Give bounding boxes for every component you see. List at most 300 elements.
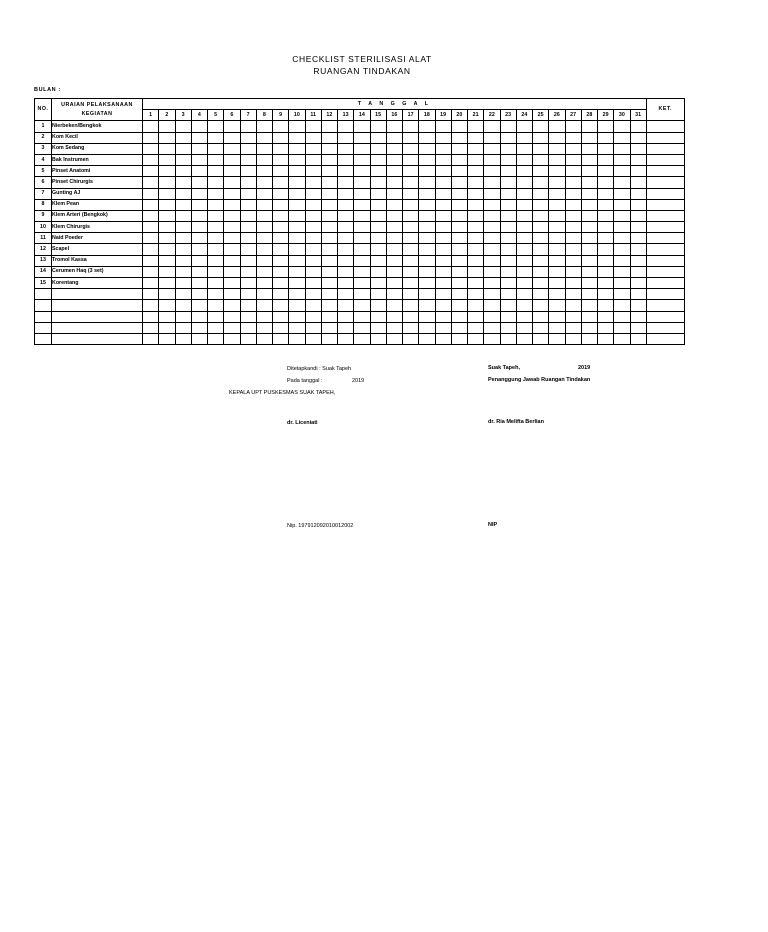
check-cell: [354, 300, 370, 311]
check-cell: [305, 143, 321, 154]
check-cell: [630, 121, 646, 132]
check-cell: [403, 154, 419, 165]
check-cell: [208, 233, 224, 244]
check-cell: [581, 177, 597, 188]
item-name: Klem Arteri (Bengkok): [52, 210, 143, 221]
check-cell: [630, 244, 646, 255]
check-cell: [598, 244, 614, 255]
check-cell: [533, 154, 549, 165]
check-cell: [598, 278, 614, 289]
check-cell: [386, 166, 402, 177]
check-cell: [321, 210, 337, 221]
check-cell: [614, 154, 630, 165]
check-cell: [338, 233, 354, 244]
check-cell: [435, 210, 451, 221]
table-row: [35, 199, 685, 210]
check-cell: [435, 322, 451, 333]
check-cell: [468, 143, 484, 154]
check-cell: [451, 188, 467, 199]
check-cell: [175, 222, 191, 233]
item-number: 11: [35, 233, 52, 244]
check-cell: [208, 222, 224, 233]
check-cell: [370, 322, 386, 333]
check-cell: [305, 300, 321, 311]
day-header: 18: [419, 110, 435, 121]
check-cell: [581, 333, 597, 344]
check-cell: [159, 222, 175, 233]
check-cell: [224, 278, 240, 289]
check-cell: [321, 255, 337, 266]
check-cell: [338, 333, 354, 344]
check-cell: [468, 266, 484, 277]
check-cell: [516, 233, 532, 244]
check-cell: [500, 188, 516, 199]
check-cell: [354, 289, 370, 300]
check-cell: [451, 255, 467, 266]
check-cell: [565, 166, 581, 177]
item-name: Klem Chirurgis: [52, 222, 143, 233]
check-cell: [630, 132, 646, 143]
check-cell: [354, 244, 370, 255]
document-title: CHECKLIST STERILISASI ALAT: [292, 54, 432, 64]
check-cell: [533, 210, 549, 221]
check-cell: [354, 199, 370, 210]
check-cell: [549, 255, 565, 266]
check-cell: [403, 210, 419, 221]
check-cell: [598, 177, 614, 188]
check-cell: [614, 244, 630, 255]
check-cell: [159, 154, 175, 165]
check-cell: [549, 278, 565, 289]
check-cell: [403, 199, 419, 210]
check-cell: [516, 300, 532, 311]
check-cell: [630, 222, 646, 233]
month-label: BULAN :: [34, 87, 61, 93]
check-cell: [451, 132, 467, 143]
check-cell: [305, 233, 321, 244]
check-cell: [370, 143, 386, 154]
check-cell: [581, 244, 597, 255]
check-cell: [533, 143, 549, 154]
check-cell: [289, 154, 305, 165]
check-cell: [533, 132, 549, 143]
check-cell: [565, 177, 581, 188]
check-cell: [370, 177, 386, 188]
check-cell: [240, 244, 256, 255]
responsible-nip: NIP: [488, 522, 498, 528]
check-cell: [598, 322, 614, 333]
check-cell: [256, 266, 272, 277]
check-cell: [175, 289, 191, 300]
item-name: [52, 289, 143, 300]
item-number: 2: [35, 132, 52, 143]
check-cell: [500, 177, 516, 188]
check-cell: [516, 132, 532, 143]
check-cell: [338, 289, 354, 300]
check-cell: [240, 289, 256, 300]
item-name: [52, 322, 143, 333]
check-cell: [533, 233, 549, 244]
check-cell: [581, 278, 597, 289]
check-cell: [240, 222, 256, 233]
date-established-year: 2019: [352, 378, 365, 384]
check-cell: [630, 300, 646, 311]
check-cell: [533, 289, 549, 300]
empty-row: [35, 333, 685, 344]
check-cell: [338, 166, 354, 177]
check-cell: [191, 132, 207, 143]
table-row: [35, 132, 685, 143]
check-cell: [240, 166, 256, 177]
check-cell: [484, 177, 500, 188]
check-cell: [338, 322, 354, 333]
check-cell: [240, 143, 256, 154]
remarks-cell: [646, 177, 684, 188]
check-cell: [565, 132, 581, 143]
check-cell: [630, 266, 646, 277]
check-cell: [321, 132, 337, 143]
check-cell: [289, 333, 305, 344]
check-cell: [598, 210, 614, 221]
check-cell: [175, 300, 191, 311]
day-header: 31: [630, 110, 646, 121]
item-name: Gunting AJ: [52, 188, 143, 199]
check-cell: [581, 210, 597, 221]
check-cell: [143, 199, 159, 210]
check-cell: [240, 311, 256, 322]
head-nip: Nip. 197912092010012002: [287, 523, 354, 529]
check-cell: [256, 199, 272, 210]
check-cell: [549, 199, 565, 210]
check-cell: [484, 266, 500, 277]
check-cell: [435, 166, 451, 177]
check-cell: [484, 210, 500, 221]
empty-row: [35, 289, 685, 300]
check-cell: [598, 121, 614, 132]
check-cell: [159, 166, 175, 177]
check-cell: [273, 300, 289, 311]
check-cell: [208, 166, 224, 177]
item-number: 10: [35, 222, 52, 233]
check-cell: [191, 199, 207, 210]
check-cell: [598, 222, 614, 233]
item-name: Naid Poeder: [52, 233, 143, 244]
check-cell: [159, 143, 175, 154]
check-cell: [435, 177, 451, 188]
check-cell: [403, 311, 419, 322]
check-cell: [159, 255, 175, 266]
item-name: Pinset Chirurgis: [52, 177, 143, 188]
check-cell: [614, 222, 630, 233]
check-cell: [630, 210, 646, 221]
check-cell: [273, 143, 289, 154]
place-established: Ditetapkandi : Suak Tapeh: [287, 366, 352, 372]
check-cell: [191, 333, 207, 344]
check-cell: [451, 210, 467, 221]
remarks-cell: [646, 244, 684, 255]
check-cell: [338, 132, 354, 143]
check-cell: [289, 300, 305, 311]
check-cell: [143, 154, 159, 165]
check-cell: [468, 255, 484, 266]
check-cell: [614, 188, 630, 199]
check-cell: [370, 300, 386, 311]
check-cell: [533, 266, 549, 277]
remarks-cell: [646, 166, 684, 177]
check-cell: [273, 210, 289, 221]
check-cell: [256, 289, 272, 300]
check-cell: [354, 188, 370, 199]
item-name: Kom Sedang: [52, 143, 143, 154]
check-cell: [240, 233, 256, 244]
check-cell: [273, 233, 289, 244]
check-cell: [581, 300, 597, 311]
remarks-cell: [646, 289, 684, 300]
check-cell: [191, 244, 207, 255]
no-header: NO.: [35, 99, 52, 121]
check-cell: [451, 278, 467, 289]
item-number: 12: [35, 244, 52, 255]
check-cell: [468, 278, 484, 289]
check-cell: [581, 154, 597, 165]
check-cell: [403, 322, 419, 333]
check-cell: [581, 311, 597, 322]
check-cell: [468, 333, 484, 344]
item-number: 5: [35, 166, 52, 177]
check-cell: [143, 311, 159, 322]
day-header: 19: [435, 110, 451, 121]
remarks-cell: [646, 233, 684, 244]
check-cell: [159, 188, 175, 199]
check-cell: [370, 233, 386, 244]
check-cell: [321, 322, 337, 333]
check-cell: [386, 143, 402, 154]
check-cell: [549, 210, 565, 221]
check-cell: [435, 143, 451, 154]
check-cell: [500, 210, 516, 221]
check-cell: [386, 289, 402, 300]
day-header: 17: [403, 110, 419, 121]
check-cell: [240, 322, 256, 333]
check-cell: [468, 177, 484, 188]
check-cell: [338, 199, 354, 210]
check-cell: [565, 255, 581, 266]
check-cell: [533, 255, 549, 266]
check-cell: [598, 188, 614, 199]
check-cell: [565, 266, 581, 277]
check-cell: [484, 121, 500, 132]
check-cell: [500, 166, 516, 177]
check-cell: [289, 143, 305, 154]
check-cell: [533, 121, 549, 132]
check-cell: [484, 143, 500, 154]
check-cell: [403, 177, 419, 188]
day-header: 30: [614, 110, 630, 121]
check-cell: [143, 222, 159, 233]
day-header: 22: [484, 110, 500, 121]
table-row: [35, 210, 685, 221]
check-cell: [159, 177, 175, 188]
check-cell: [305, 199, 321, 210]
check-cell: [321, 222, 337, 233]
check-cell: [224, 222, 240, 233]
empty-row: [35, 311, 685, 322]
item-name: Scapel: [52, 244, 143, 255]
check-cell: [386, 210, 402, 221]
check-cell: [614, 322, 630, 333]
table-header-row: [35, 99, 685, 110]
remarks-cell: [646, 210, 684, 221]
check-cell: [386, 188, 402, 199]
check-cell: [598, 233, 614, 244]
check-cell: [386, 255, 402, 266]
check-cell: [598, 199, 614, 210]
day-header: 8: [256, 110, 272, 121]
check-cell: [256, 166, 272, 177]
day-header: 13: [338, 110, 354, 121]
check-cell: [516, 222, 532, 233]
check-cell: [581, 166, 597, 177]
check-cell: [565, 154, 581, 165]
check-cell: [468, 121, 484, 132]
check-cell: [484, 244, 500, 255]
check-cell: [208, 278, 224, 289]
check-cell: [500, 289, 516, 300]
day-header: 27: [565, 110, 581, 121]
check-cell: [500, 311, 516, 322]
check-cell: [500, 278, 516, 289]
check-cell: [240, 255, 256, 266]
check-cell: [175, 322, 191, 333]
table-row: [35, 177, 685, 188]
check-cell: [338, 210, 354, 221]
check-cell: [419, 177, 435, 188]
check-cell: [468, 166, 484, 177]
check-cell: [240, 177, 256, 188]
item-number: [35, 289, 52, 300]
check-cell: [305, 166, 321, 177]
check-cell: [435, 278, 451, 289]
check-cell: [191, 177, 207, 188]
check-cell: [143, 143, 159, 154]
check-cell: [370, 255, 386, 266]
check-cell: [159, 300, 175, 311]
item-number: 14: [35, 266, 52, 277]
check-cell: [191, 311, 207, 322]
check-cell: [581, 132, 597, 143]
check-cell: [289, 233, 305, 244]
check-cell: [256, 143, 272, 154]
check-cell: [240, 210, 256, 221]
check-cell: [175, 177, 191, 188]
check-cell: [565, 143, 581, 154]
item-number: 15: [35, 278, 52, 289]
check-cell: [614, 143, 630, 154]
check-cell: [240, 300, 256, 311]
item-number: [35, 333, 52, 344]
check-cell: [484, 278, 500, 289]
check-cell: [468, 300, 484, 311]
check-cell: [321, 311, 337, 322]
check-cell: [175, 311, 191, 322]
check-cell: [208, 210, 224, 221]
item-name: Nierbeken/Bengkok: [52, 121, 143, 132]
day-header: 15: [370, 110, 386, 121]
check-cell: [516, 333, 532, 344]
check-cell: [289, 199, 305, 210]
item-name: [52, 300, 143, 311]
check-cell: [240, 199, 256, 210]
check-cell: [500, 300, 516, 311]
check-cell: [175, 154, 191, 165]
head-name: dr. Liceniati: [287, 420, 318, 426]
table-row: [35, 121, 685, 132]
check-cell: [240, 154, 256, 165]
check-cell: [289, 278, 305, 289]
item-name: Bak Instrumen: [52, 154, 143, 165]
check-cell: [224, 210, 240, 221]
check-cell: [175, 199, 191, 210]
item-number: [35, 322, 52, 333]
check-cell: [321, 143, 337, 154]
check-cell: [143, 300, 159, 311]
check-cell: [516, 266, 532, 277]
check-cell: [224, 244, 240, 255]
day-header: 10: [289, 110, 305, 121]
item-number: 13: [35, 255, 52, 266]
check-cell: [191, 322, 207, 333]
check-cell: [533, 311, 549, 322]
check-cell: [500, 199, 516, 210]
check-cell: [614, 289, 630, 300]
check-cell: [191, 166, 207, 177]
check-cell: [581, 266, 597, 277]
check-cell: [289, 266, 305, 277]
check-cell: [386, 154, 402, 165]
check-cell: [516, 166, 532, 177]
check-cell: [370, 311, 386, 322]
check-cell: [143, 322, 159, 333]
check-cell: [240, 132, 256, 143]
check-cell: [565, 199, 581, 210]
check-cell: [468, 244, 484, 255]
check-cell: [338, 154, 354, 165]
check-cell: [500, 222, 516, 233]
day-header: 25: [533, 110, 549, 121]
check-cell: [484, 199, 500, 210]
table-row: [35, 266, 685, 277]
check-cell: [549, 333, 565, 344]
check-cell: [533, 333, 549, 344]
check-cell: [191, 154, 207, 165]
check-cell: [500, 121, 516, 132]
remarks-cell: [646, 222, 684, 233]
check-cell: [533, 177, 549, 188]
check-cell: [419, 143, 435, 154]
check-cell: [256, 121, 272, 132]
check-cell: [289, 289, 305, 300]
check-cell: [451, 311, 467, 322]
checklist-table: [34, 98, 685, 345]
check-cell: [565, 233, 581, 244]
check-cell: [175, 278, 191, 289]
check-cell: [159, 199, 175, 210]
check-cell: [143, 333, 159, 344]
check-cell: [533, 188, 549, 199]
check-cell: [403, 266, 419, 277]
check-cell: [549, 143, 565, 154]
day-header: 16: [386, 110, 402, 121]
